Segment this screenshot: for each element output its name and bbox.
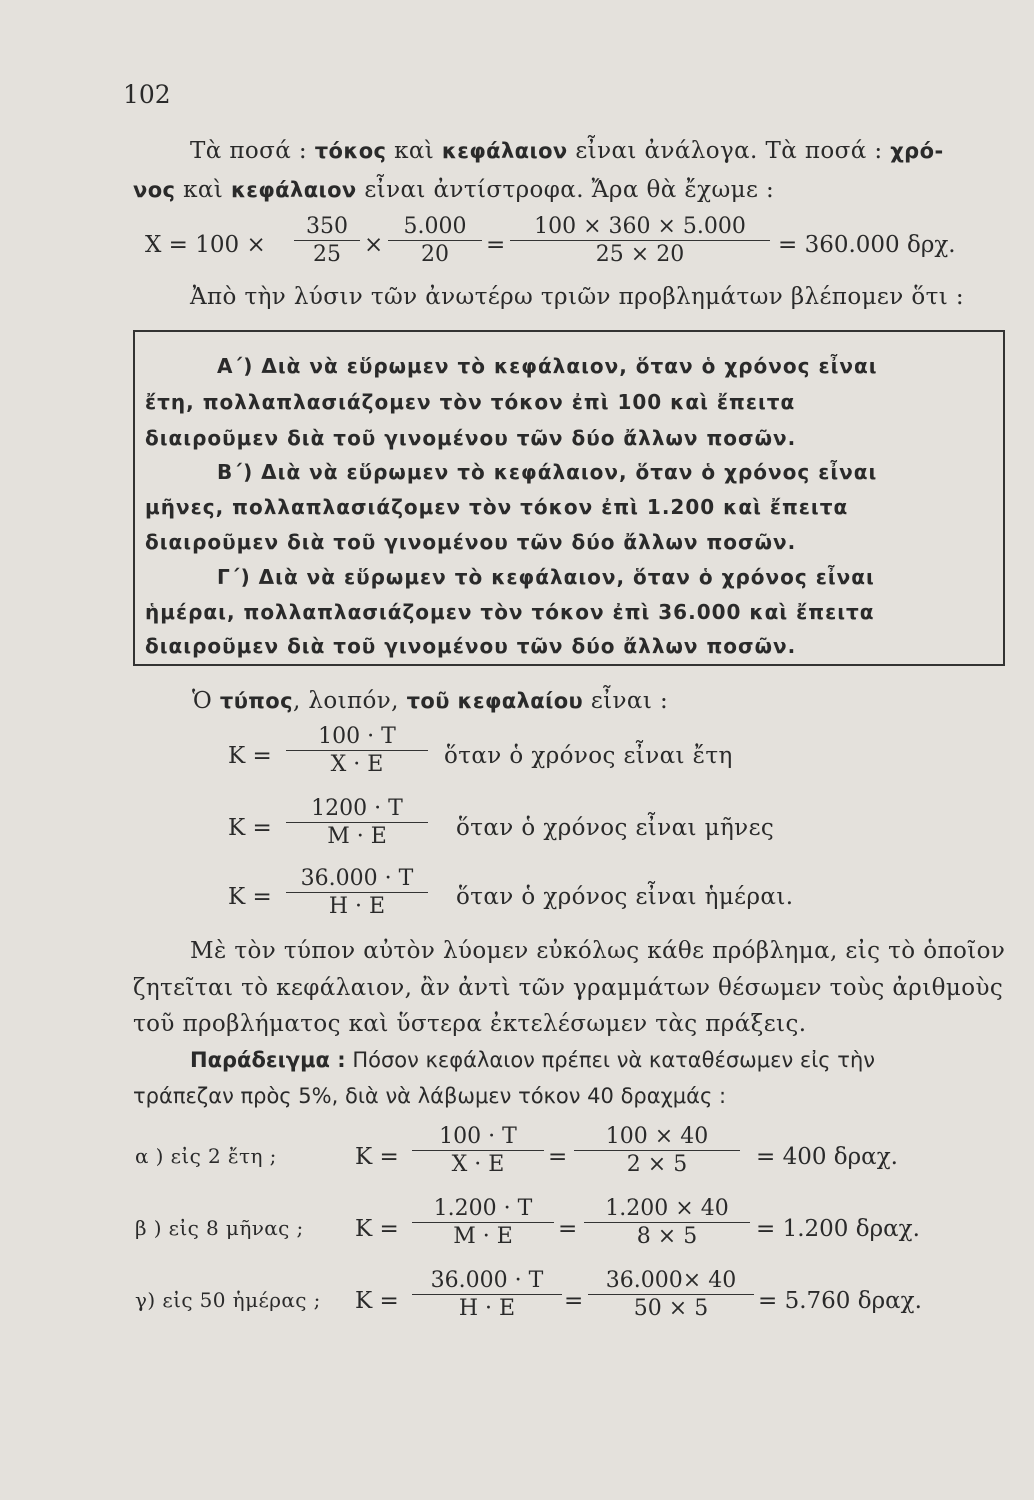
page-number: 102 xyxy=(123,80,171,109)
rules-box xyxy=(133,330,1005,666)
fraction-350-25: $\frac{350}{25}$ xyxy=(294,214,360,267)
rule-line: Β΄) Διὰ νὰ εὕρωμεν τὸ κεφάλαιον, ὅταν ὁ χρόνος εἶναι xyxy=(217,460,878,484)
usage-line: τοῦ προβλήματος καὶ ὕστερα ἐκτελέσωμεν τὰς πράξεις. xyxy=(133,1011,807,1037)
example-line-2: τράπεζαν πρὸς 5%, διὰ νὰ λάβωμεν τόκον 40 δραχμάς : xyxy=(133,1084,727,1108)
rule-line: ἔτη, πολλαπλασιάζομεν τὸν τόκον ἐπὶ 100 καὶ ἔπειτα xyxy=(145,390,796,414)
book-page: 102 Τὰ ποσά : τόκος καὶ κεφάλαιον εἶναι ἀνάλογα. Τὰ ποσά : χρό- νος καὶ κεφάλαιον εἶναι ἀντίστροφα. Ἄρα θὰ ἔχωμε : Χ = 100 × $\frac{350}{25}$ × $\frac{5.000}{20}$ = $\frac{100 \times 360 \times 5.000}{25 \times 20}$ = 360.000 δρχ. Ἀπὸ τὴν λύσιν τῶν ἀνωτέρω τριῶν προβλημάτων βλέπομεν ὅτι : Α΄) Διὰ νὰ εὕρωμεν τὸ κεφάλαιον, ὅταν ὁ χρόνος εἶναι ἔτη, πολλαπλασιάζομεν τὸν τόκον ἐπὶ 100 καὶ ἔπειτα διαιροῦμεν διὰ τοῦ γινομένου τῶν δύο ἄλλων ποσῶν. Β΄) Διὰ νὰ εὕρωμεν τὸ κεφάλαιον, ὅταν ὁ χρόνος εἶναι μῆνες, πολλαπλασιάζομεν τὸν τόκον ἐπὶ 1.200 καὶ ἔπειτα διαιροῦμεν διὰ τοῦ γινομένου τῶν δύο ἄλλων ποσῶν. Γ΄) Διὰ νὰ εὕρωμεν τὸ κεφάλαιον, ὅταν ὁ χρόνος εἶναι ἡμέραι, πολλαπλασιάζομεν τὸν τόκον ἐπὶ 36.000 καὶ ἔπειτα διαιροῦμεν διὰ τοῦ γινομένου τῶν δύο ἄλλων ποσῶν. Ὁ τύπος, λοιπόν, τοῦ κεφαλαίου εἶναι : Κ = $\frac{100 \cdot T}{X \cdot E}$ ὅταν ὁ χρόνος εἶναι ἔτη Κ = $\frac{1200 \cdot T}{M \cdot E}$ ὅταν ὁ χρόνος εἶναι μῆνες Κ = $\frac{36.000 \cdot T}{H \cdot E}$ ὅταν ὁ χρόνος εἶναι ἡμέραι. Μὲ τὸν τύπον αὐτὸν λύομεν εὐκόλως κάθε πρόβλημα, εἰς τὸ ὁποῖον ζητεῖται τὸ κεφάλαιον, ἂν ἀντὶ τῶν γραμμάτων θέσωμεν τοὺς ἀριθμοὺς τοῦ προβλήματος καὶ ὕστερα ἐκτελέσωμεν τὰς πράξεις. Παράδειγμα : Πόσον κεφάλαιον πρέπει νὰ καταθέσωμεν εἰς τὴν τράπεζαν πρὸς 5%, διὰ νὰ λάβωμεν τόκον 40 δραχμάς : α ) εἰς 2 ἔτη ; Κ = $\frac{100 \cdot T}{X \cdot E}$ = $\frac{100 \times 40}{2 \times 5}$ = 400 δραχ. β ) εἰς 8 μῆνας ; Κ = $\frac{1.200 \cdot T}{M \cdot E}$ = $\frac{1.200 \times 40}{8 \times 5}$ = 1.200 δραχ. γ) εἰς 50 ἡμέρας ; Κ = $\frac{36.000 \cdot T}{H \cdot E}$ = $\frac{36.000\times 40}{50 \times 5}$ = 5.760 δραχ. xyxy=(123,80,1006,1321)
conclusion-line: Ἀπὸ τὴν λύσιν τῶν ἀνωτέρω τριῶν προβλημάτων βλέπομεν ὅτι : xyxy=(190,284,964,310)
usage-line: Μὲ τὸν τύπον αὐτὸν λύομεν εὐκόλως κάθε πρόβλημα, εἰς τὸ ὁποῖον xyxy=(190,938,1006,964)
usage-line: ζητεῖται τὸ κεφάλαιον, ἂν ἀντὶ τῶν γραμμάτων θέσωμεν τοὺς ἀριθμοὺς xyxy=(133,975,1004,1001)
example-line-1: Παράδειγμα : Πόσον κεφάλαιον πρέπει νὰ καταθέσωμεν εἰς τὴν xyxy=(190,1048,875,1072)
fraction-product: $\frac{100 \times 360 \times 5.000}{25 \times 20}$ xyxy=(510,214,770,267)
rule-line: διαιροῦμεν διὰ τοῦ γινομένου τῶν δύο ἄλλων ποσῶν. xyxy=(145,426,797,450)
rule-line: ἡμέραι, πολλαπλασιάζομεν τὸν τόκον ἐπὶ 36.000 καὶ ἔπειτα xyxy=(145,600,875,624)
intro-line-2: νος καὶ κεφάλαιον εἶναι ἀντίστροφα. Ἄρα θὰ ἔχωμε : xyxy=(133,177,775,203)
rule-line: μῆνες, πολλαπλασιάζομεν τὸν τόκον ἐπὶ 1.200 καὶ ἔπειτα xyxy=(145,495,849,519)
rule-line: Α΄) Διὰ νὰ εὕρωμεν τὸ κεφάλαιον, ὅταν ὁ χρόνος εἶναι xyxy=(217,354,878,378)
formula-intro: Ὁ τύπος, λοιπόν, τοῦ κεφαλαίου εἶναι : xyxy=(192,688,669,714)
rule-line: Γ΄) Διὰ νὰ εὕρωμεν τὸ κεφάλαιον, ὅταν ὁ χρόνος εἶναι xyxy=(217,565,875,589)
rule-line: διαιροῦμεν διὰ τοῦ γινομένου τῶν δύο ἄλλων ποσῶν. xyxy=(145,530,797,554)
rule-line: διαιροῦμεν διὰ τοῦ γινομένου τῶν δύο ἄλλων ποσῶν. xyxy=(145,634,797,658)
example-label: Παράδειγμα : xyxy=(190,1048,346,1072)
intro-line-1: Τὰ ποσά : τόκος καὶ κεφάλαιον εἶναι ἀνάλογα. Τὰ ποσά : χρό- xyxy=(190,138,944,164)
fraction-5000-20: $\frac{5.000}{20}$ xyxy=(388,214,482,267)
